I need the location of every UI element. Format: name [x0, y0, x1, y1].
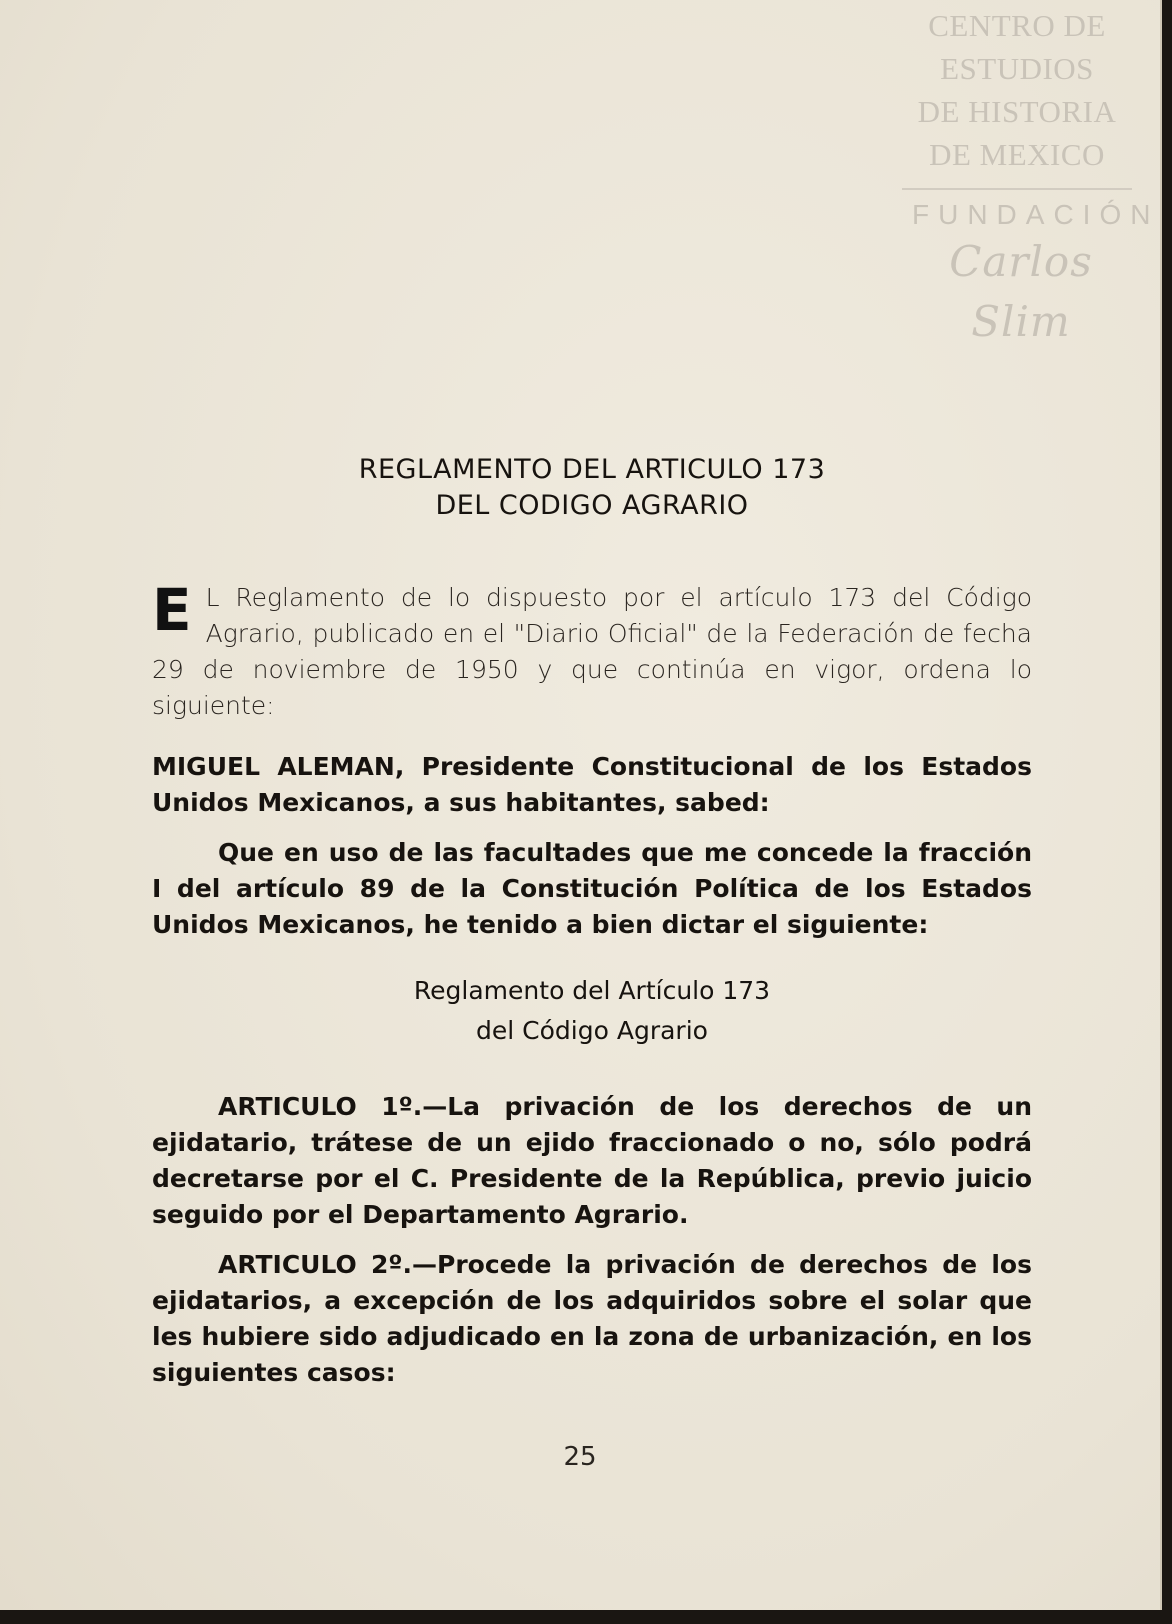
- drop-cap: E: [152, 576, 192, 644]
- subtitle-line-1: Reglamento del Artículo 173: [413, 976, 771, 1005]
- watermark-line: ESTUDIOS: [940, 51, 1094, 86]
- intro-text: L Reglamento de lo dispuesto por el artículo 173 del Código Agrario, publicado en el "Diario Oficial" de la Federación de fecha 29 de noviembre de 1950 y que continúa en vigor, ordena lo siguiente:: [152, 583, 1032, 720]
- watermark-line: DE MEXICO: [929, 137, 1105, 172]
- watermark-divider: [902, 188, 1132, 190]
- decree-header: MIGUEL ALEMAN, Presidente Constitucional de los Estados Unidos Mexicanos, a sus habitantes, sabed:: [152, 752, 1032, 817]
- institution-watermark: [902, 4, 1160, 352]
- subtitle-line-2: del Código Agrario: [476, 1016, 708, 1045]
- watermark-signature: Carlos Slim: [949, 237, 1093, 346]
- decree-paragraph: Que en uso de las facultades que me concede la fracción I del artículo 89 de la Constitución Política de los Estados Unidos Mexicanos, he tenido a bien dictar el siguiente:: [152, 838, 1032, 939]
- watermark-line: DE HISTORIA: [917, 94, 1117, 129]
- article-1: ARTICULO 1º.—La privación de los derechos de un ejidatario, trátese de un ejido fraccionado o no, sólo podrá decretarse por el C. Presidente de la República, previo juicio seguido por el Departamento Agrario.: [152, 1092, 1032, 1229]
- document-body: [152, 452, 1032, 1391]
- document-title: [152, 452, 1032, 524]
- title-line-1: REGLAMENTO DEL ARTICULO 173: [358, 454, 826, 485]
- watermark-line: CENTRO DE: [928, 8, 1106, 43]
- title-line-2: DEL CODIGO AGRARIO: [435, 490, 749, 521]
- page-number: 25: [563, 1442, 597, 1472]
- regulation-subtitle: [152, 971, 1032, 1051]
- article-2: ARTICULO 2º.—Procede la privación de derechos de los ejidatarios, a excepción de los adquiridos sobre el solar que les hubiere sido adjudicado en la zona de urbanización, en los siguientes casos:: [152, 1250, 1032, 1387]
- intro-paragraph: [152, 576, 1032, 724]
- watermark-foundation: FUNDACIÓN: [912, 199, 1160, 230]
